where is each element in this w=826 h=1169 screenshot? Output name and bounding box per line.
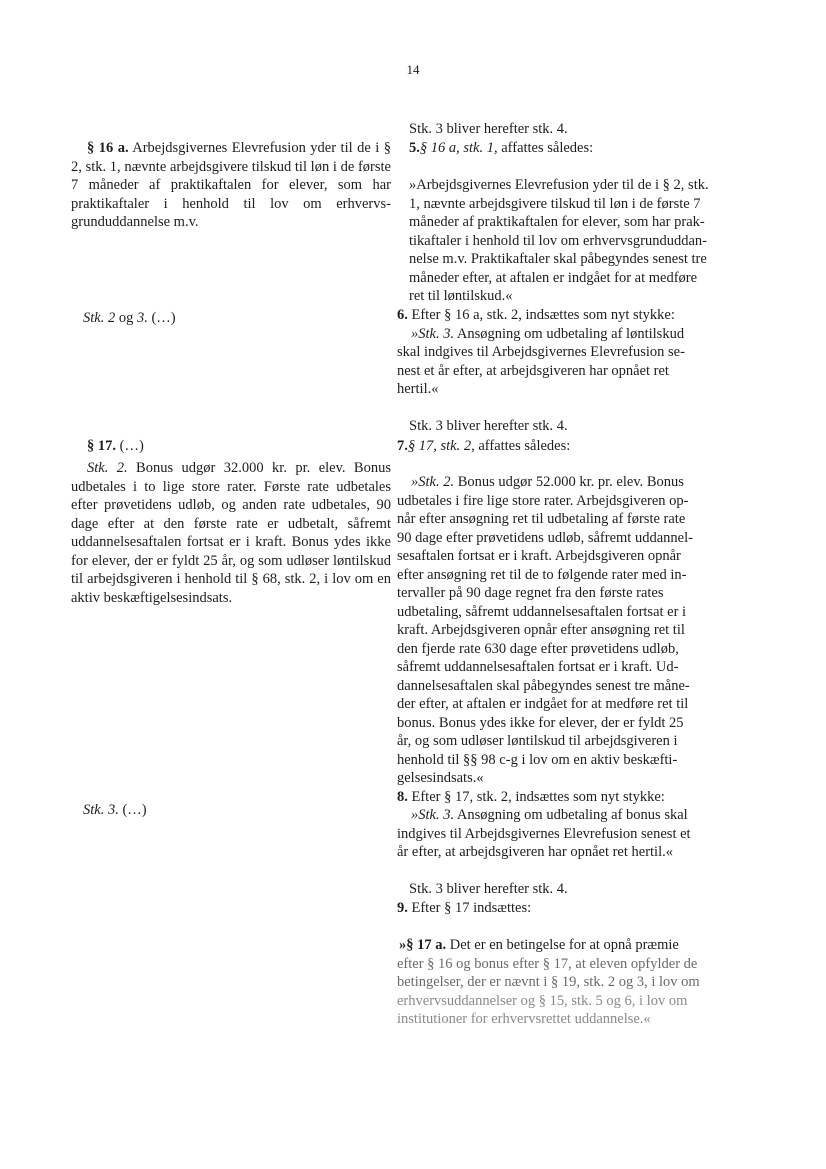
quote-line: der efter, at aftalen er indgået for at medføre ret til	[397, 696, 689, 712]
page-number: 14	[406, 62, 420, 77]
quote-line: efter § 16 og bonus efter § 17, at eleven opfylder de	[397, 956, 698, 972]
quote-line: såfremt uddannelsesaftalen fortsat er i kraft. Ud-	[397, 659, 679, 675]
section-16a-text: Arbejdsgivernes Elevrefusion yder til de i § 2, stk. 1, nævnte arbejdsgivere tilskud til løn i de første 7 måneder af praktikaftalen for elever, som har praktikaftaler i henhold til lov om erhvervsgrunduddannelse m.v.	[71, 140, 392, 230]
amendment-note: Stk. 3 bliver herefter stk. 4.	[409, 881, 568, 897]
quote-line: måneder efter, at aftalen er indgået for at medføre	[409, 270, 698, 286]
amendment-note: Stk. 3 bliver herefter stk. 4.	[409, 121, 568, 137]
quote-text: Det er en betingelse for at opnå præmie	[446, 937, 679, 953]
quote-line: efter ansøgning ret til de to følgende rater med in-	[397, 567, 687, 583]
stk-omitted: (…)	[147, 310, 176, 326]
quote-line: ret til løntilskud.«	[409, 288, 513, 304]
section-17-omitted: (…)	[116, 438, 144, 454]
quote-line: institutioner for erhvervsrettet uddannelse.«	[397, 1011, 651, 1027]
amendment-7	[397, 437, 570, 456]
quote-line: 90 dage efter prøvetidens udløb, såfremt uddannel-	[397, 530, 693, 546]
quote-line: indgives til Arbejdsgivernes Elevrefusion senest et	[397, 826, 691, 842]
quote-line: dannelsesaftalen skal påbegyndes senest tre måne-	[397, 678, 690, 694]
stk-label-2: 3.	[136, 310, 148, 326]
quote-text: Ansøgning om udbetaling af bonus skal	[454, 807, 688, 823]
section-17a-number: »§ 17 a.	[399, 937, 447, 953]
quote-line: betingelser, der er nævnt i § 19, stk. 2 og 3, i lov om	[397, 974, 700, 990]
amendment-text: Efter § 17, stk. 2, indsættes som nyt stykke:	[407, 789, 665, 805]
quote-line: måneder af praktikaftalen for elever, som har prak-	[409, 214, 705, 230]
quote-line: tikaftaler i henhold til lov om erhvervsgrunduddan-	[409, 233, 707, 249]
quote-line: gelsesindsats.«	[397, 770, 484, 786]
quote-line: hertil.«	[397, 381, 439, 397]
amendment-text: affattes således:	[497, 140, 594, 156]
stk-label: »Stk. 2.	[411, 474, 455, 490]
amendment-number: 8.	[397, 789, 408, 805]
amendment-text: affattes således:	[474, 438, 571, 454]
quote-line: bonus. Bonus ydes ikke for elever, der er fyldt 25	[397, 715, 684, 731]
quote-line	[399, 936, 679, 955]
stk3-omitted: (…)	[118, 802, 147, 818]
amendment-5	[409, 139, 593, 158]
stk-label: »Stk. 3.	[411, 326, 455, 342]
amendment-9	[397, 899, 531, 918]
quote-line: »Arbejdsgivernes Elevrefusion yder til de i § 2, stk.	[409, 177, 709, 193]
quote-line: 1, nævnte arbejdsgivere tilskud til løn i de første 7	[409, 196, 701, 212]
quote-line: henhold til §§ 98 c-g i lov om en aktiv beskæfti-	[397, 752, 678, 768]
section-17-stk3	[83, 801, 147, 820]
quote-line: udbetales i fire lige store rater. Arbejdsgiveren op-	[397, 493, 689, 509]
quote-line: nest et år efter, at arbejdsgiveren har opnået ret	[397, 363, 669, 379]
amendment-6	[397, 306, 675, 325]
amendment-number: 6.	[397, 307, 408, 323]
section-17-number: § 17.	[87, 438, 116, 454]
quote-text: Ansøgning om udbetaling af løntilskud	[454, 326, 685, 342]
quote-line: udbetaling, såfremt uddannelsesaftalen fortsat er i	[397, 604, 687, 620]
section-17-stk2	[71, 459, 391, 607]
amendment-text: Efter § 16 a, stk. 2, indsættes som nyt stykke:	[407, 307, 675, 323]
stk2-label: Stk. 2.	[87, 460, 128, 476]
amendment-text: Efter § 17 indsættes:	[407, 900, 532, 916]
quote-line: tervaller på 90 dage regnet fra den første rates	[397, 585, 664, 601]
quote-line	[411, 806, 688, 825]
quote-line	[411, 325, 684, 344]
stk3-label: Stk. 3.	[83, 802, 119, 818]
amendment-8	[397, 788, 665, 807]
section-16a-number: § 16 a.	[87, 140, 129, 156]
stk-connector: og	[115, 310, 137, 326]
quote-line: når efter ansøgning ret til udbetaling af første rate	[397, 511, 686, 527]
amendment-ref: § 17, stk. 2,	[407, 438, 475, 454]
quote-line: sesaftalen fortsat er i kraft. Arbejdsgiveren opnår	[397, 548, 681, 564]
section-16a-stk2-3	[83, 309, 176, 328]
quote-line: skal indgives til Arbejdsgivernes Elevrefusion se-	[397, 344, 685, 360]
quote-line: år, og som udløser løntilskud til arbejdsgiveren i	[397, 733, 678, 749]
stk2-text: Bonus udgør 32.000 kr. pr. elev. Bonus udbetales i to lige store rater. Første rate udbetales efter prøvetidens udløb, og anden rate udbetales, 90 dage efter at den første rate er udbetalt, såfremt uddannelsesaftalen fortsat er i kraft. Bonus ydes ikke for elever, der er fyldt 25 år, og som udløser løntilskud til arbejdsgiveren i henhold til § 68, stk. 2, i lov om en aktiv beskæftigelsesindsats.	[71, 460, 391, 606]
amendment-note: Stk. 3 bliver herefter stk. 4.	[409, 418, 568, 434]
quote-line	[411, 473, 684, 492]
section-16a	[71, 139, 391, 232]
quote-line: erhvervsuddannelser og § 15, stk. 5 og 6, i lov om	[397, 993, 688, 1009]
quote-line: den fjerde rate 630 dage efter prøvetidens udløb,	[397, 641, 679, 657]
section-17	[71, 437, 144, 456]
stk-label: »Stk. 3.	[411, 807, 455, 823]
amendment-number: 5.	[409, 140, 420, 156]
quote-line: år efter, at arbejdsgiveren har opnået ret hertil.«	[397, 844, 673, 860]
amendment-number: 9.	[397, 900, 408, 916]
quote-line: kraft. Arbejdsgiveren opnår efter ansøgning ret til	[397, 622, 685, 638]
amendment-ref: § 16 a, stk. 1,	[419, 140, 498, 156]
quote-text: Bonus udgør 52.000 kr. pr. elev. Bonus	[454, 474, 684, 490]
stk-label: Stk. 2	[83, 310, 116, 326]
amendment-number: 7.	[397, 438, 408, 454]
quote-line: nelse m.v. Praktikaftaler skal påbegyndes senest tre	[409, 251, 707, 267]
